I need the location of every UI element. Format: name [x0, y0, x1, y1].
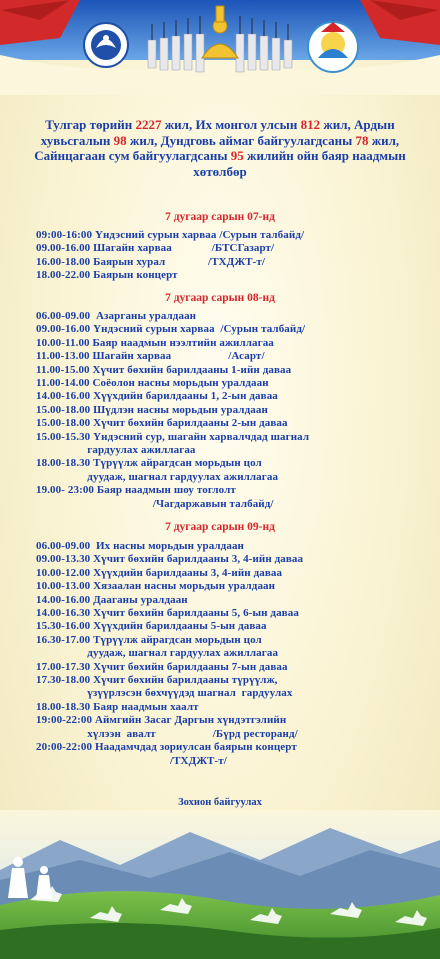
day1-heading: 7 дугаар сарын 07-нд — [165, 211, 275, 223]
page-title: Тулгар төрийн 2227 жил, Их монгол улсын 812 жил, Ардын хувьсгалын 98 жил, Дундговь аймаг байгуулагдсаны 78 жил, Сайнцагаан сум байгуулагдсаны 95 жилийн ойн баяр наадмын хөтөлбөр — [34, 117, 406, 179]
schedule-row: 17.30-18.00 Хүчит бөхийн барилдааны түрүүлж, — [36, 674, 278, 687]
schedule-row: 18.00-18.30 Баяр наадмын хаалт — [36, 700, 199, 713]
schedule-row: 09:00-16:00 Үндэсний сурын харваа /Сурын талбайд/ — [36, 229, 305, 241]
schedule-row: 20:00-22:00 Наадамчдад зориулсан баярын концерт — [36, 741, 297, 754]
schedule-row: 16.30-17.00 Түрүүлж айрагдсан морьдын цол — [36, 633, 262, 646]
schedule-row: 14.00-16.30 Хүчит бөхийн барилдааны 5, 6-ын даваа — [36, 607, 299, 620]
top-banner — [0, 0, 440, 95]
schedule-row: 09.00-16.00 Шагайн харваа /БТСГазарт/ — [36, 242, 275, 255]
schedule-row: 06.00-09.00 Их насны морьдын уралдаан — [36, 540, 244, 552]
schedule-row: 09.00-13.30 Хүчит бөхийн барилдааны 3, 4-ийн даваа — [36, 553, 304, 566]
bottom-landscape — [0, 810, 440, 959]
left-emblem-icon — [84, 23, 128, 67]
schedule-row: 18.00-18.30 Түрүүлж айрагдсан морьдын цол — [36, 457, 262, 470]
day2-heading: 7 дугаар сарын 08-нд — [165, 292, 275, 304]
schedule-row: 19:00-22:00 Аймгийн Засаг Даргын хүндэтгэлийн — [36, 714, 287, 727]
schedule-row: 15.00-15.30 Үндэсний сур, шагайн харвалчдад шагнал — [36, 430, 310, 443]
schedule-row: 15.30-16.00 Хүүхдийн барилдааны 5-ын даваа — [36, 620, 267, 633]
schedule-row: /ТХДЖТ-т/ — [36, 754, 227, 767]
schedule-row: 09.00-16.00 Үндэсний сурын харваа /Сурын талбайд/ — [36, 323, 306, 336]
schedule-row: 10.00-12.00 Хүүхдийн барилдааны 3, 4-ийн даваа — [36, 566, 283, 579]
schedule-row: үзүүрлэсэн бөхчүүдэд шагнал гардуулах — [36, 687, 293, 700]
schedule-row: 17.00-17.30 Хүчит бөхийн барилдааны 7-ын даваа — [36, 660, 288, 673]
schedule-row: 15.00-18.00 Шүдлэн насны морьдын уралдаан — [36, 403, 268, 416]
schedule-row: 11.00-14.00 Соёолон насны морьдын уралдаан — [36, 377, 269, 390]
schedule-row: 18.00-22.00 Баярын концерт — [36, 269, 178, 282]
schedule-row: 16.00-18.00 Баярын хурал /ТХДЖТ-т/ — [36, 255, 265, 268]
schedule-row: 06.00-09.00 Азарганы уралдаан — [36, 310, 197, 322]
schedule-row: 11.00-13.00 Шагайн харваа /Асарт/ — [36, 350, 265, 363]
day2-schedule — [36, 310, 431, 511]
schedule-row: 15.00-18.00 Хүчит бөхийн барилдааны 2-ын даваа — [36, 417, 288, 430]
schedule-row: 14.00-16.00 Дааганы уралдаан — [36, 593, 188, 606]
schedule-row: дуудаж, шагнал гардуулах ажиллагаа — [36, 470, 279, 483]
schedule-row: 14.00-16.00 Хүүхдийн барилдааны 1, 2-ын даваа — [36, 390, 278, 403]
organizer-line1: Зохион байгуулах — [178, 797, 262, 808]
day3-heading: 7 дугаар сарын 09-нд — [165, 521, 275, 533]
schedule-row: 10.00-13.00 Хязаалан насны морьдын уралдаан — [36, 580, 276, 593]
day3-schedule — [36, 540, 431, 768]
schedule-row: 11.00-15.00 Хүчит бөхийн барилдааны 1-ийн даваа — [36, 363, 292, 376]
day1-schedule — [36, 229, 431, 283]
schedule-row: гардуулах ажиллагаа — [36, 444, 196, 457]
schedule-row: /Чагдаржавын талбайд/ — [36, 497, 274, 510]
schedule-row: 19.00- 23:00 Баяр наадмын шоу тоглолт — [36, 484, 236, 497]
schedule-row: 10.00-11.00 Баяр наадмын нээлтийн ажиллагаа — [36, 336, 274, 349]
schedule-row: хүлээн авалт /Бүрд ресторанд/ — [36, 727, 298, 740]
schedule-row: дуудаж, шагнал гардуулах ажиллагаа — [36, 647, 279, 660]
right-emblem-icon — [308, 22, 358, 72]
